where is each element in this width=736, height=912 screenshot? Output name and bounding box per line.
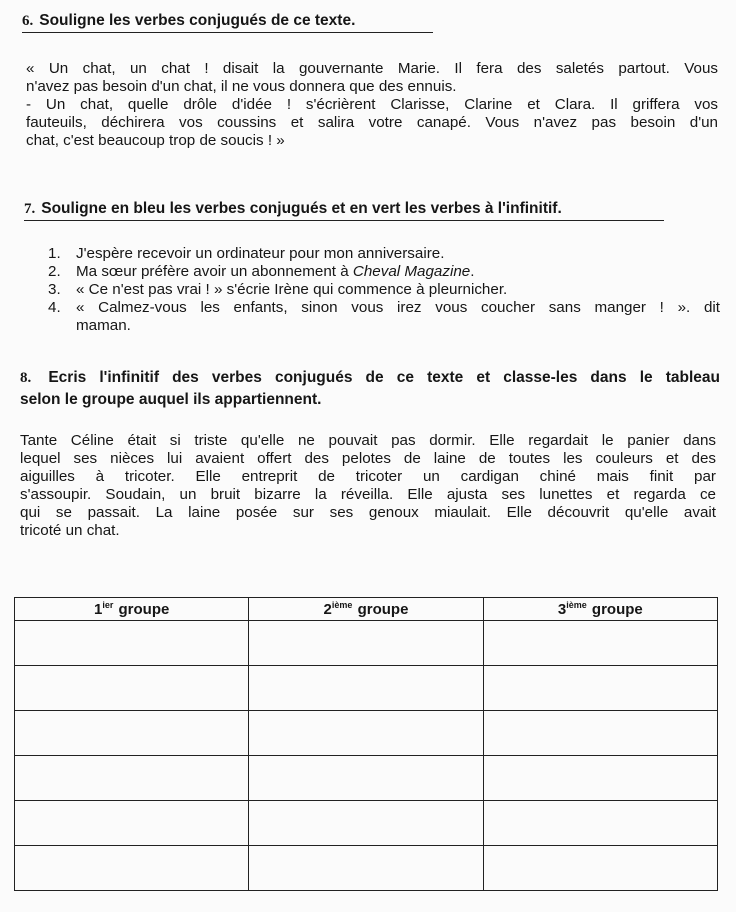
answer-cell[interactable] — [15, 801, 249, 846]
table-row — [15, 756, 718, 801]
exercise-8-line: qui se passait. La laine posée sur ses genoux miaulait. Elle découvrit qu'elle avait — [20, 504, 716, 521]
list-item-number: 1. — [48, 245, 61, 262]
exercise-8-title — [20, 367, 720, 410]
exercise-8-line: Tante Céline était si triste qu'elle ne pouvait pas dormir. Elle regardait le panier dans — [20, 432, 716, 449]
exercise-7-title — [24, 200, 664, 221]
exercise-8-line: tricoté un chat. — [20, 522, 120, 539]
magazine-title: Cheval Magazine — [352, 263, 471, 280]
answer-cell[interactable] — [483, 801, 717, 846]
answer-cell[interactable] — [249, 846, 483, 891]
list-item-text: Ma sœur préfère avoir un abonnement à — [76, 263, 353, 280]
exercise-6-line: fauteuils, déchirera vos coussins et salira votre canapé. Vous n'avez pas besoin d'un — [26, 114, 718, 131]
answer-cell[interactable] — [15, 756, 249, 801]
answer-cell[interactable] — [15, 711, 249, 756]
list-item — [48, 281, 720, 299]
answer-cell[interactable] — [483, 711, 717, 756]
exercise-8-line: s'assoupir. Soudain, un bruit bizarre la réveilla. Elle ajusta ses lunettes et regarda ce — [20, 486, 716, 503]
exercise-8-line: aiguilles à tricoter. Elle entreprit de tricoter un cardigan chiné mais finit par — [20, 468, 716, 485]
list-item-number: 4. — [48, 299, 61, 316]
list-item — [48, 299, 720, 335]
table-row — [15, 801, 718, 846]
table-row — [15, 711, 718, 756]
list-item — [48, 263, 720, 281]
exercise-6-line: chat, c'est beaucoup trop de soucis ! » — [26, 132, 285, 149]
exercise-6-number: 6. — [22, 13, 34, 29]
exercise-8-text — [20, 432, 716, 540]
table-row — [15, 846, 718, 891]
exercise-7-number: 7. — [24, 201, 36, 217]
exercise-8-line: lequel ses nièces lui avaient offert des pelotes de laine de toutes les couleurs et des — [20, 450, 716, 467]
exercise-6-title-text: Souligne les verbes conjugués de ce texte. — [39, 12, 356, 29]
answer-cell[interactable] — [15, 666, 249, 711]
header-group-1: $1^{ier}$ groupe — [15, 598, 249, 621]
answer-cell[interactable] — [249, 801, 483, 846]
list-item-text: « Calmez-vous les enfants, sinon vous irez vous coucher sans manger ! ». dit — [76, 299, 720, 316]
answer-cell[interactable] — [483, 621, 717, 666]
exercise-6-line: - Un chat, quelle drôle d'idée ! s'écrièrent Clarisse, Clarine et Clara. Il griffera vos — [26, 96, 718, 113]
list-item-text-continued: maman. — [76, 317, 131, 334]
header-group-2: 2ième groupe — [249, 598, 483, 621]
answer-cell[interactable] — [483, 756, 717, 801]
list-item-text: « Ce n'est pas vrai ! » s'écrie Irène qui commence à pleurnicher. — [76, 281, 508, 298]
verb-groups-table — [14, 597, 718, 891]
list-item — [48, 245, 720, 263]
exercise-6-line: n'avez pas besoin d'un chat, il ne vous donnera que des ennuis. — [26, 78, 457, 95]
exercise-6-title — [22, 12, 433, 33]
answer-cell[interactable] — [249, 756, 483, 801]
exercise-8-number: 8. — [20, 370, 32, 386]
answer-cell[interactable] — [15, 846, 249, 891]
table-row — [15, 621, 718, 666]
answer-cell[interactable] — [483, 666, 717, 711]
list-item-number: 3. — [48, 281, 61, 298]
exercise-8-title-line: Ecris l'infinitif des verbes conjugués de ce texte et classe-les dans le tableau — [48, 369, 720, 386]
table-header-row — [15, 598, 718, 621]
answer-cell[interactable] — [249, 621, 483, 666]
answer-cell[interactable] — [249, 666, 483, 711]
list-item-number: 2. — [48, 263, 61, 280]
exercise-6-text — [26, 60, 718, 150]
answer-cell[interactable] — [15, 621, 249, 666]
exercise-8-title-line: selon le groupe auquel ils appartiennent. — [20, 391, 322, 408]
list-item-text-end: . — [470, 263, 475, 280]
exercise-7-title-text: Souligne en bleu les verbes conjugués et en vert les verbes à l'infinitif. — [41, 200, 562, 217]
list-item-text: J'espère recevoir un ordinateur pour mon anniversaire. — [76, 245, 445, 262]
answer-cell[interactable] — [483, 846, 717, 891]
exercise-6-line: « Un chat, un chat ! disait la gouvernante Marie. Il fera des saletés partout. Vous — [26, 60, 718, 77]
exercise-7-list — [48, 245, 720, 335]
table-row — [15, 666, 718, 711]
header-group-3: 3ième groupe — [483, 598, 717, 621]
answer-cell[interactable] — [249, 711, 483, 756]
